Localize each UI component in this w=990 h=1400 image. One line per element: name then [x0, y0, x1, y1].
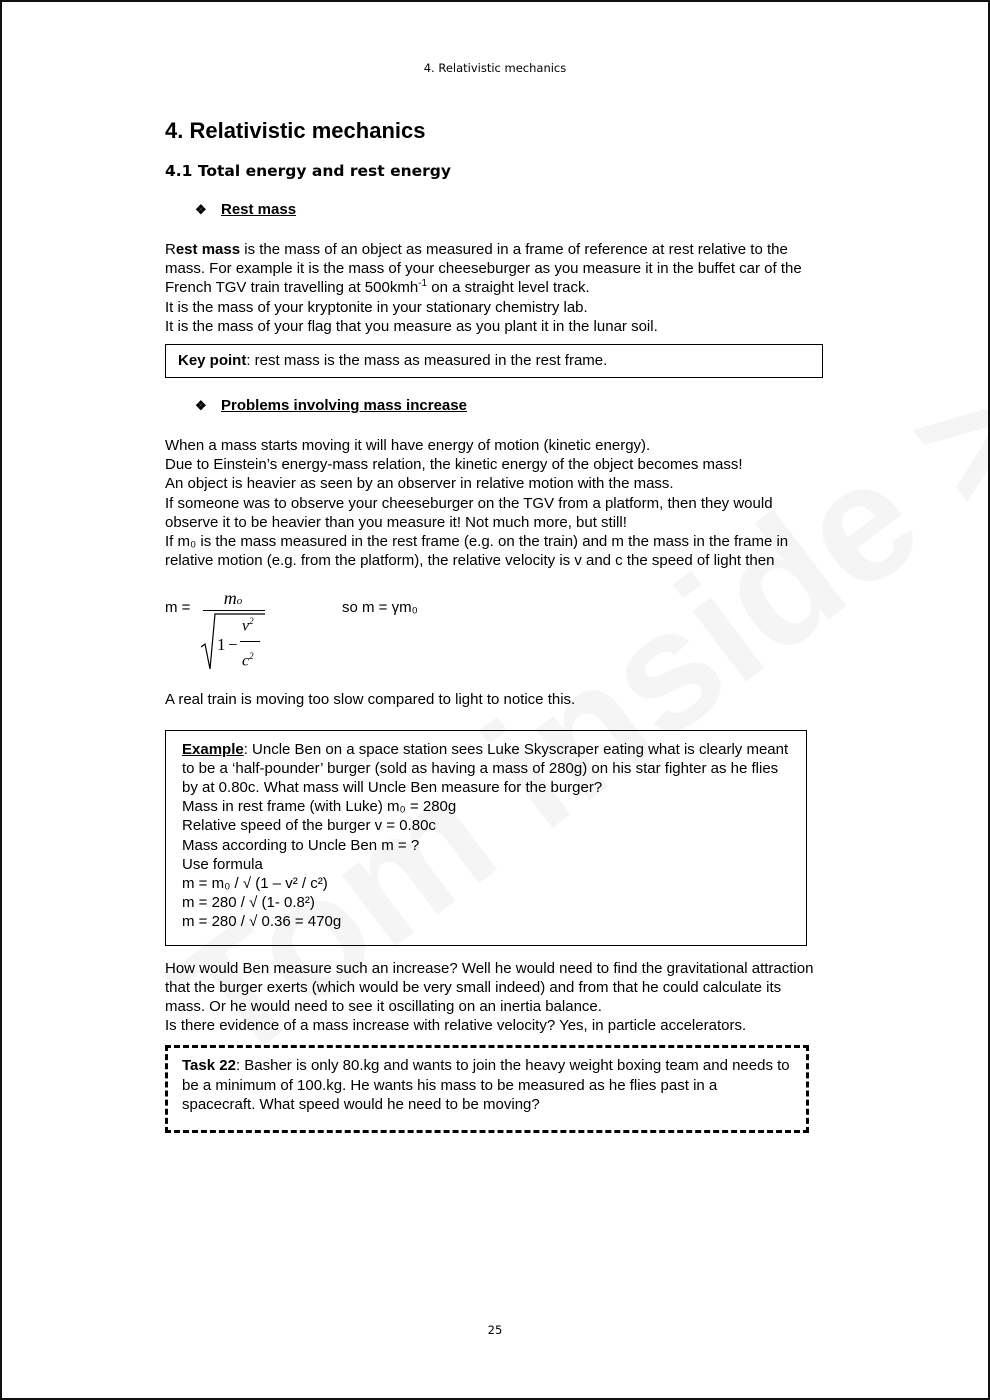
task-box: Task 22: Basher is only 80.kg and wants to join the heavy weight boxing team and needs to be a minimum of 100.kg. He wants his mass to be measured as he flies past in a spacecraft. What speed would he need to be moving?: [165, 1045, 809, 1133]
mass-increase-heading: ❖ Problems involving mass increase: [195, 397, 467, 415]
paragraph-line: If someone was to observe your cheeseburger on the TGV from a platform, then they would observe it to be heavier than you measure it! Not much more, but still!: [165, 494, 773, 531]
formula-numerator: mo: [223, 588, 243, 609]
rest-mass-line: It is the mass of your flag that you measure as you plant it in the lunar soil.: [165, 317, 658, 335]
section-title: 4.1 Total energy and rest energy: [165, 162, 451, 180]
mass-formula: [165, 586, 825, 684]
measurement-paragraph: [165, 959, 825, 1036]
page-number: 25: [487, 1323, 503, 1337]
chapter-title: 4. Relativistic mechanics: [165, 118, 426, 143]
train-note: A real train is moving too slow compared to light to notice this.: [165, 691, 576, 709]
task-label: Task 22: [182, 1057, 236, 1075]
formula-fraction: [201, 586, 265, 673]
example-line: m = 280 / √ 0.36 = 470g: [182, 913, 342, 931]
example-label: Example: [182, 740, 244, 758]
rest-mass-paragraph: Rest mass is the mass of an object as measured in a frame of reference at rest relative to the mass. For example it is the mass of your cheeseburger as you measure it in the buffet car of the French TGV train travelling at 500kmh$^{-1}$ on a straight level track.: [165, 241, 802, 297]
page-content: [165, 116, 825, 1133]
paragraph-line: Due to Einstein’s energy-mass relation, the kinetic energy of the object becomes mass!: [165, 456, 743, 474]
paragraph-line: When a mass starts moving it will have energy of motion (kinetic energy).: [165, 437, 651, 455]
example-line: Mass according to Uncle Ben m = ?: [182, 836, 420, 854]
mass-increase-paragraph: [165, 436, 825, 570]
paragraph-line: An object is heavier as seen by an observer in relative motion with the mass.: [165, 475, 674, 493]
diamond-bullet-icon: ❖: [195, 202, 207, 217]
key-point-label: Key point: [178, 352, 247, 370]
example-line: Relative speed of the burger v = 0.80c: [182, 817, 436, 835]
example-line: m = m₀ / √ (1 – v² / c²): [182, 875, 328, 893]
paragraph-line: How would Ben measure such an increase? Well he would need to find the gravitational attraction that the burger exerts (which would be very small indeed) and from that he could calculate its mass. Or he would need to see it oscillating on an inertia balance.: [165, 959, 814, 1016]
rest-mass-heading: ❖ Rest mass: [195, 201, 297, 218]
example-line: Use formula: [182, 855, 263, 873]
example-line: Mass in rest frame (with Luke) m₀ = 280g: [182, 798, 457, 816]
formula-gamma: so m = γm₀: [342, 599, 418, 617]
example-box: Example: Uncle Ben on a space station sees Luke Skyscraper eating what is clearly meant to be a ‘half-pounder’ burger (sold as having a mass of 280g) on his star fighter as he flies by at 0.80c. What mass will Uncle Ben measure for the burger? Mass in rest frame (with Luke) m₀ = 280g Relative speed of the burger v = 0.80c Mass according to Uncle Ben m = ? Use formula m = m₀ / √ (1 – v² / c²) m = 280 / √ (1- 0.8²) m = 280 / √ 0.36 = 470g: [165, 730, 807, 946]
formula-m-label: m =: [165, 599, 191, 617]
paragraph-line: Is there evidence of a mass increase with relative velocity? Yes, in particle accelerators.: [165, 1017, 747, 1035]
paragraph-line: If m₀ is the mass measured in the rest frame (e.g. on the train) and m the mass in the frame in relative motion (e.g. from the platform), the relative velocity is v and c the speed of light then: [165, 533, 789, 570]
running-header: 4. Relativistic mechanics: [423, 61, 567, 75]
key-point-box: Key point: rest mass is the mass as measured in the rest frame.: [165, 344, 823, 378]
rest-mass-line: It is the mass of your kryptonite in your stationary chemistry lab.: [165, 298, 588, 316]
formula-denominator: 1 − $v^2$ $c^2$: [201, 611, 265, 673]
diamond-bullet-icon: ❖: [195, 398, 207, 414]
example-line: m = 280 / √ (1- 0.8²): [182, 894, 315, 912]
